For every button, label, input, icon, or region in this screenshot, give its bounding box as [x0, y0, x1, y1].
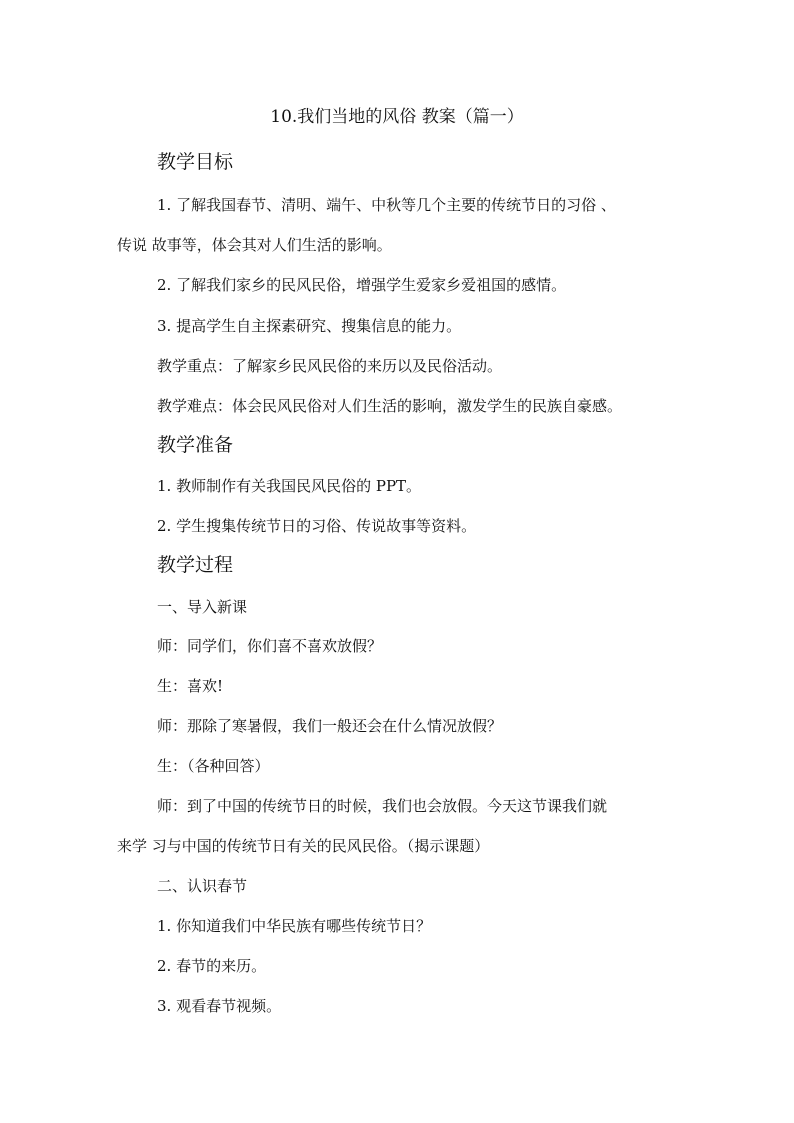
part-1-heading: 一、导入新课 — [157, 598, 248, 616]
objective-1-line-2: 传说 故事等，体会其对人们生活的影响。 — [117, 236, 392, 254]
dialogue-line-2: 生：喜欢! — [157, 677, 224, 695]
dialogue-line-5a: 师：到了中国的传统节日的时候，我们也会放假。今天这节课我们就 — [157, 797, 608, 815]
dialogue-line-4: 生：（各种回答） — [157, 757, 270, 775]
preparation-heading: 教学准备 — [157, 434, 234, 456]
question-3: 3. 观看春节视频。 — [157, 997, 282, 1015]
dialogue-line-3: 师：那除了寒暑假，我们一般还会在什么情况放假？ — [157, 717, 503, 735]
question-2: 2. 春节的来历。 — [157, 957, 267, 975]
dialogue-line-5b: 来学 习与中国的传统节日有关的民风民俗。（揭示课题） — [117, 837, 490, 855]
key-point: 教学重点：了解家乡民风民俗的来历以及民俗活动。 — [157, 357, 503, 375]
difficulty: 教学难点：体会民风民俗对人们生活的影响，激发学生的民族自豪感。 — [157, 397, 623, 415]
preparation-1: 1. 教师制作有关我国民风民俗的 PPT。 — [157, 477, 422, 495]
part-2-heading: 二、认识春节 — [157, 877, 248, 895]
question-1: 1. 你知道我们中华民族有哪些传统节日？ — [157, 917, 432, 935]
document-title: 10.我们当地的风俗 教案（篇一） — [270, 107, 524, 127]
objective-3: 3. 提高学生自主探素研究、搜集信息的能力。 — [157, 317, 462, 335]
preparation-2: 2. 学生搜集传统节日的习俗、传说故事等资料。 — [157, 517, 477, 535]
objectives-heading: 教学目标 — [157, 151, 234, 173]
objective-1-line-1: 1. 了解我国春节、清明、端午、中秋等几个主要的传统节日的习俗 、 — [157, 196, 616, 214]
dialogue-line-1: 师：同学们，你们喜不喜欢放假？ — [157, 637, 383, 655]
objective-2: 2. 了解我们家乡的民风民俗，增强学生爱家乡爱祖国的感情。 — [157, 276, 567, 294]
process-heading: 教学过程 — [157, 554, 234, 576]
